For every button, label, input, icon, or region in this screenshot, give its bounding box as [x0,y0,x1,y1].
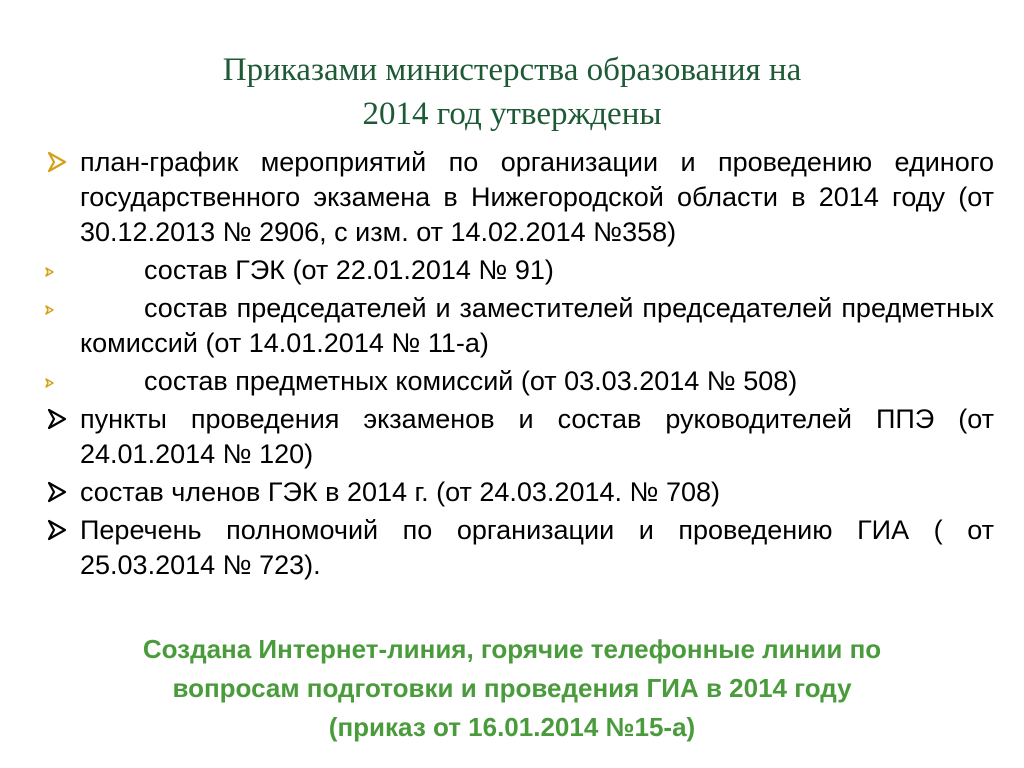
list-item [44,253,994,288]
list-item [44,402,994,472]
small-arrow-bullet-icon [44,364,66,399]
list-item [44,475,994,510]
list-item [44,145,994,250]
list-item-text: состав ГЭК (от 22.01.2014 № 91) [144,255,554,285]
list-item [44,364,994,399]
arrow-bullet-icon [46,475,68,510]
footer-line-1: Создана Интернет-линия, горячие телефонные линии по [142,634,882,664]
slide-title [0,48,1024,136]
list-item-text: Перечень полномочий по организации и проведению ГИА ( от 25.03.2014 № 723). [80,515,994,580]
arrow-bullet-icon [46,145,68,180]
small-arrow-bullet-icon [44,291,66,326]
list-item [44,291,994,361]
hotline-notice [0,630,1024,747]
arrow-bullet-icon [46,513,68,548]
small-arrow-bullet-icon [44,253,66,288]
list-item-text: пункты проведения экзаменов и состав руководителей ППЭ (от 24.01.2014 № 120) [80,404,994,469]
list-item-text: план-график мероприятий по организации и проведению единого государственного экзамена в Нижегородской области в 2014 году (от 30.12.2013 № 2906, с изм. от 14.02.2014 №358) [80,147,994,247]
list-item [44,513,994,583]
title-line-2: 2014 год утверждены [362,96,662,132]
list-item-text: состав председателей и заместителей председателей предметных комиссий (от 14.01.2014 № 11-а) [80,293,994,358]
order-list [44,145,994,583]
footer-line-3: (приказ от 16.01.2014 №15-а) [328,712,696,742]
footer-line-2: вопросам подготовки и проведения ГИА в 2014 году [172,673,852,703]
list-item-text: состав членов ГЭК в 2014 г. (от 24.03.2014. № 708) [80,477,720,507]
list-item-text: состав предметных комиссий (от 03.03.2014 № 508) [144,366,798,396]
title-line-1: Приказами министерства образования на [222,52,802,88]
arrow-bullet-icon [46,402,68,437]
